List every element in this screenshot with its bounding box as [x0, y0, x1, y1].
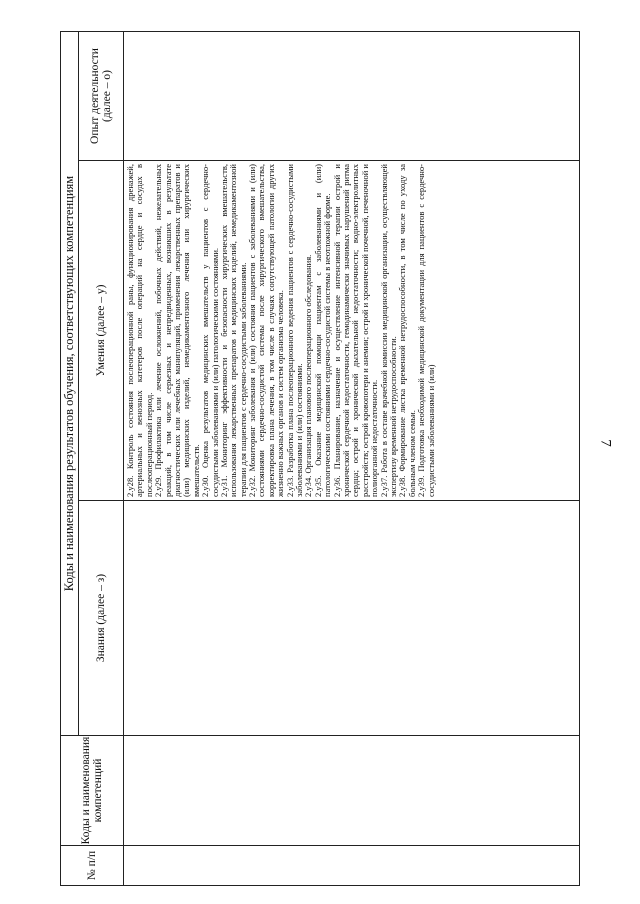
cell-knowledge — [124, 501, 580, 736]
skill-item: 2.у34. Организация планового послеоперационного обследования. — [303, 254, 314, 497]
skill-item: 2.у31. Мониторинг эффективности и безопасности хирургических вмешательств, использования лекарственных препаратов и медицинских изделий, немедикаментозной терапии для пациентов с сердечно-сосудистыми заболеваниями. — [218, 164, 248, 497]
results-group-header: Коды и наименования результатов обучения, соответствующих компетенциям — [61, 31, 79, 735]
cell-codes — [124, 736, 580, 846]
skill-item: 2.у33. Разработка плана послеоперационного ведения пациентов с сердечно-сосудистыми заболеваниями и (или) состояниями. — [284, 164, 305, 497]
skill-item: 2.у29. Профилактика или лечение осложнений, побочных действий, нежелательных реакций, в том числе серьезных и непредвиденных, возникших в результате диагностических или лечебных манипуляций, применения лекарственных препаратов и (или) медицинских изделий, немедикаментозного лечения или хирургических вмешательств. — [153, 164, 201, 497]
cell-skills — [124, 161, 580, 501]
col-skills-header: Умения (далее – у) — [79, 161, 124, 501]
skill-item: 2.у28. Контроль состояния послеоперационной раны, функционирования дренажей, артериальных и венозных катетеров после операций на сердце и сосудах в послеоперационный период. — [125, 164, 154, 497]
page-number: 7 — [597, 439, 614, 447]
skill-item: 2.у39. Подготовка необходимой медицинской документации для пациентов с сердечно-сосудистыми заболеваниями и (или) — [416, 164, 436, 497]
cell-num — [124, 846, 580, 886]
skill-item: 2.у30. Оценка результатов медицинских вмешательств у пациентов с сердечно-сосудистыми заболеваниями и (или) патологическими состояниями. — [200, 164, 220, 497]
cell-experience — [124, 31, 580, 160]
skill-item: 2.у35. Оказание медицинской помощи пациентам с заболеваниями и (или) патологическими состояниями сердечно-сосудистой системы в неотложной форме. — [312, 164, 333, 497]
skill-item: 2.у36. Планирование, назначение и осуществление интенсивной терапии острой и хронической сердечной недостаточности, гемодинамически значимых нарушений ритма сердца; острой и хронической дыхательной недостаточности; водно-электролитных расстройств; острой кровопотери и анемии; острой и хронической почечной, печеночной и полиорганной недостаточности. — [331, 164, 380, 497]
col-codes-header: Коды и наименования компетенций — [61, 736, 124, 846]
col-num-header: № п/п — [61, 846, 124, 886]
competency-table — [60, 31, 580, 886]
skill-item: 2.у32. Мониторинг заболевания и (или) состояния пациентов с заболеваниями и (или) состояниями сердечно-сосудистой системы после хирургического вмешательства, корректировка плана лечения, в том числе в случаях сопутствующей патологии других жизненно важных органов и систем организма человека. — [247, 164, 286, 497]
skill-item: 2.у38. Формирование листка временной нетрудоспособности, в том числе по уходу за больным членом семьи. — [397, 164, 417, 497]
rotated-table-container — [60, 32, 580, 886]
col-experience-header: Опыт деятельности (далее – о) — [79, 31, 124, 160]
skill-item: 2.у37. Работа в составе врачебной комиссии медицинской организации, осуществляющей экспертизу временной нетрудоспособности. — [378, 164, 398, 497]
col-knowledge-header: Знания (далее – з) — [79, 501, 124, 736]
